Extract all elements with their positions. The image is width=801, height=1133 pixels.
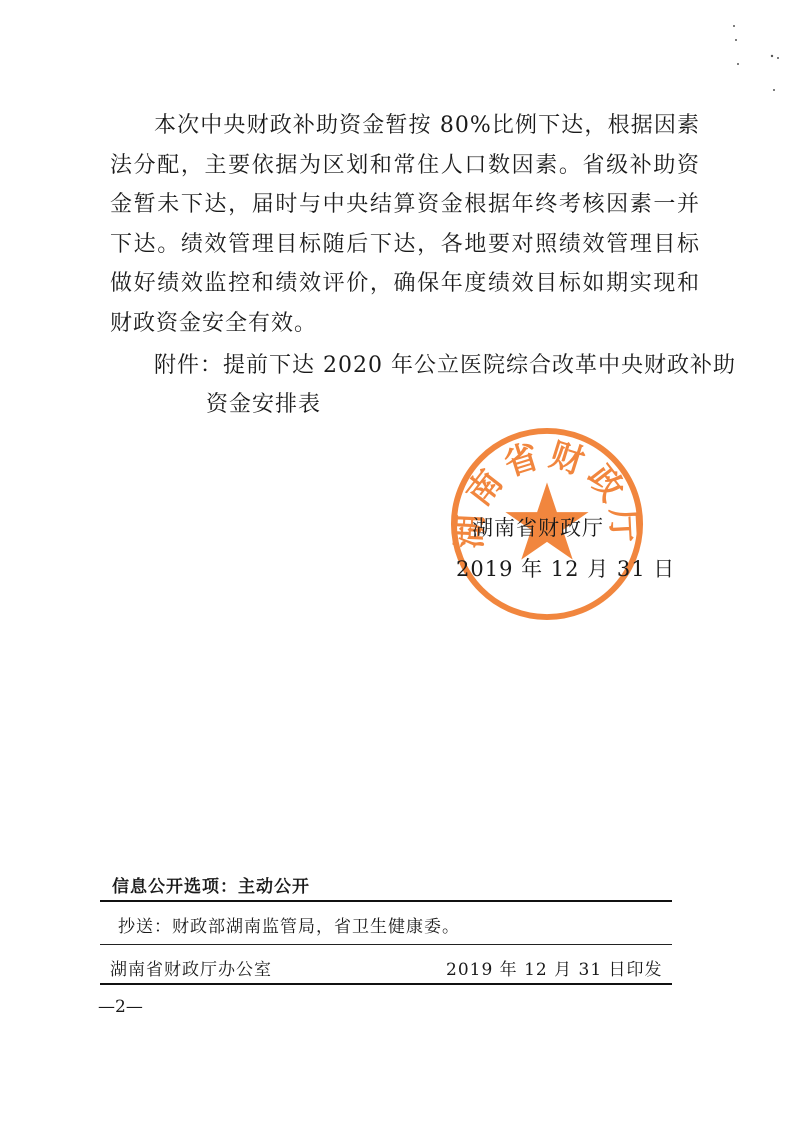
scan-specks [720,20,790,100]
attachment-note: 附件：提前下达 2020 年公立医院综合改革中央财政补助资金安排表 [154,353,736,417]
printing-office: 湖南省财政厅办公室 [110,960,272,980]
divider-bottom [100,983,672,985]
body-paragraph: 本次中央财政补助资金暂按 80%比例下达，根据因素法分配，主要依据为区划和常住人口数因素。省级补助资金暂未下达，届时与中央结算资金根据年终考核因素一并下达。绩效管理目标随后下达，各地要对照绩效管理目标做好绩效监控和绩效评价，确保年度绩效目标如期实现和财政资金安全有效。 [110,113,700,336]
disclosure-option: 信息公开选项：主动公开 [112,877,310,897]
signing-organization: 湖南省财政厅 [472,516,604,540]
signing-date: 2019 年 12 月 31 日 [456,557,676,581]
print-date: 2019 年 12 月 31 日印发 [446,960,663,980]
carbon-copy: 抄送：财政部湖南监管局，省卫生健康委。 [118,917,460,937]
page-number: —2— [98,997,143,1017]
divider-middle [100,944,672,945]
seal-text: 湖南省财政厅 [449,434,645,550]
divider-top [100,900,672,902]
